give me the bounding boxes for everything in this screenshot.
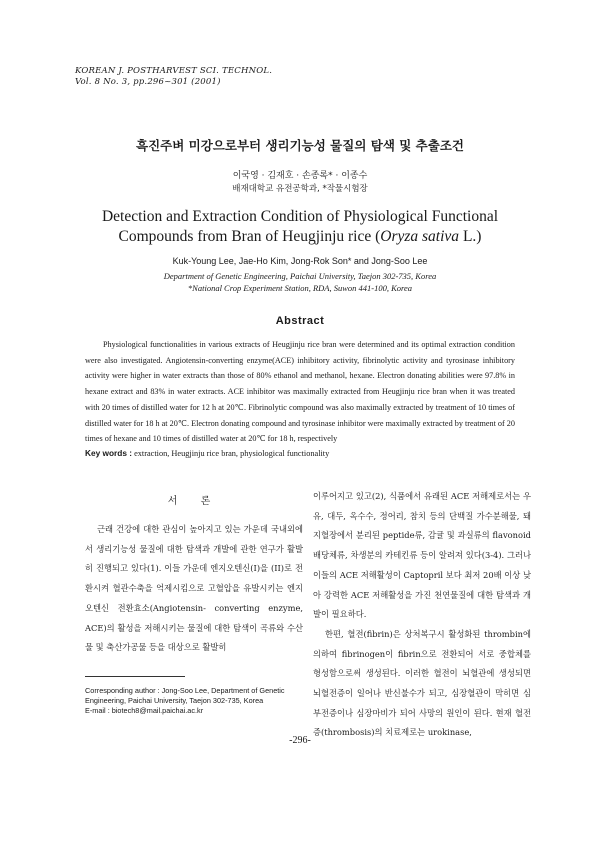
title-line2-suffix: L.) [459,228,482,245]
english-authors: Kuk-Young Lee, Jae-Ho Kim, Jong-Rok Son* and Jong-Soo Lee [172,256,428,266]
affiliation-line2: *National Crop Experiment Station, RDA, Suwon 441-100, Korea [187,283,413,293]
journal-name: KOREAN J. POSTHARVEST SCI. TECHNOL. [75,66,273,76]
title-line2-text: Compounds from Bran of Heugjinju rice ( [118,228,381,245]
journal-volume: Vol. 8 No. 3, pp.296~301 (2001) [75,77,221,87]
page-number: -296- [289,735,311,746]
footnote-email: E-mail : biotech8@mail.paichai.ac.kr [85,706,204,716]
section-heading: 서 론 [167,496,221,507]
affiliation-line1: Department of Genetic Engineering, Paichai University, Taejon 302-735, Korea [163,271,437,281]
body-left-column: 근래 건강에 대한 관심이 높아지고 있는 가운데 국내외에서 생리기능성 물질에 대한 탐색과 개발에 관한 연구가 활발히 진행되고 있다(1). 이들 가운데 엔지오텐신(I)을 (II)로 전환시켜 혈관수축을 억제시킴으로 고혈압을 유발시키는 엔지오텐신 전환효소(Angiotensin- converting enzyme, ACE)의 활성을 저해시키는 물질에 대한 탐색이 곡류와 수산물 및 축산가공물 등을 대상으로 활발히 [85,524,303,653]
korean-title: 흑진주벼 미강으로부터 생리기능성 물질의 탐색 및 추출조건 [136,138,464,153]
keywords-text: extraction, Heugjinju rice bran, physiological functionality [132,449,330,458]
english-affiliation [0,270,600,294]
abstract-heading: Abstract [275,315,325,327]
corresponding-author-footnote [85,686,305,717]
body-right-column [313,487,531,743]
keywords-label: Key words : [85,448,133,458]
keywords [85,448,525,458]
footnote-line: Engineering, Paichai University, Taejon 302-735, Korea [85,696,264,706]
footnote-divider [85,676,185,677]
footnote-line: Corresponding author : Jong-Soo Lee, Department of Genetic [85,686,285,695]
english-title-line1: Detection and Extraction Condition of Physiological Functional [101,208,499,225]
species-name: Oryza sativa [380,228,460,245]
english-title [0,207,600,247]
body-paragraph: 이루어지고 있고(2), 식품에서 유래된 ACE 저해제로서는 우유, 대두, 옥수수, 정어리, 참치 등의 단백질 가수분해물, 돼지혈장에서 분리된 peptide류, 감귤 및 과실류의 flavonoid 배당체류, 차생분의 카테킨류 등이 알려져 있다(3-4). 그러나 이들의 ACE 저해활성이 Captopril 보다 최저 20배 이상 낮아 강력한 ACE 저해활성을 가진 천연물질에 대한 탐색과 개발이 필요하다. [313,491,531,620]
korean-authors: 이국영 · 김재호 · 손종록* · 이종수 [232,171,368,181]
body-paragraph: 한편, 혈전(fibrin)은 상처복구시 활성화된 thrombin에 의하여 fibrinogen이 fibrin으로 전환되어 서로 중합체를 형성함으로써 생성된다. 이러한 혈전이 뇌혈관에 생성되면 뇌혈전증이 일어나 반신불수가 되고, 심장혈관이 막히면 심부전증이나 심장마비가 되어 사망의 원인이 된다. 현재 혈전증(thrombosis)의 치료제로는 urokinase, [313,628,531,738]
abstract-text: Physiological functionalities in various extracts of Heugjinju rice bran were determined and its optimal extraction condition were also investigated. Angiotensin-converting enzyme(ACE) inhibitory activity, fibrinolytic activity and tyrosinase inhibitory activity were higher in water extracts than those of 80% ethanol and methanol, hexane. Electron donating abilities were 97.8% in hexane extract and 83% in water extracts. ACE inhibitor was maximally extracted from Heugjinju rice bran when it was treated with 20 times of distilled water for 12 h at 20℃. Fibrinolytic compound was also maximally extracted by treatment of 10 times of distilled water for 18 h at 20℃. Electron donating compound and tyrosinase inhibitor were maximally extracted by treatment of 20 times of hexane and 10 times of distilled water at 20℃ for 18 h, respectively [85,340,515,444]
korean-affiliation: 배재대학교 유전공학과, *작물시험장 [232,184,368,194]
english-title-line2 [0,227,600,247]
journal-header [75,66,272,88]
